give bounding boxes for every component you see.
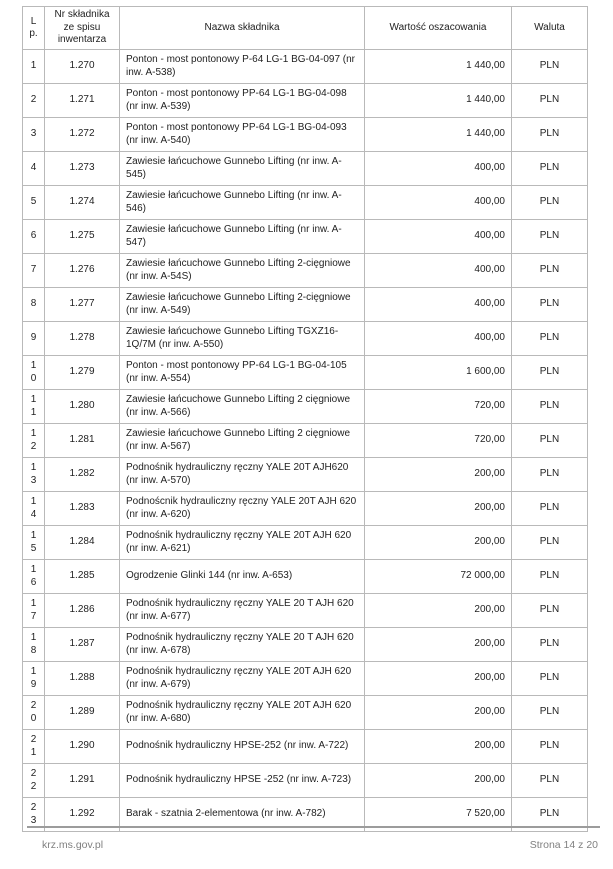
table-row <box>23 662 588 696</box>
cell-nazwa: Ponton - most pontonowy PP-64 LG-1 BG-04-093 (nr inw. A-540) <box>120 118 365 152</box>
footer-page-number: Strona 14 z 20 <box>529 839 598 851</box>
inventory-table <box>22 6 588 832</box>
column-header-wartosc: Wartość oszacowania <box>365 7 512 50</box>
column-header-nr: Nr składnika ze spisu inwentarza <box>45 7 120 50</box>
cell-wartosc: 400,00 <box>365 254 512 288</box>
cell-nr: 1.279 <box>45 356 120 390</box>
cell-nr: 1.284 <box>45 526 120 560</box>
cell-waluta: PLN <box>512 492 588 526</box>
cell-wartosc: 200,00 <box>365 526 512 560</box>
table-row <box>23 152 588 186</box>
table-row <box>23 288 588 322</box>
cell-wartosc: 7 520,00 <box>365 798 512 832</box>
footer-site-label: krz.ms.gov.pl <box>42 839 104 851</box>
cell-wartosc: 400,00 <box>365 220 512 254</box>
cell-waluta: PLN <box>512 220 588 254</box>
footer-divider <box>27 826 600 828</box>
column-header-waluta: Waluta <box>512 7 588 50</box>
cell-waluta: PLN <box>512 424 588 458</box>
cell-waluta: PLN <box>512 356 588 390</box>
cell-nr: 1.271 <box>45 84 120 118</box>
cell-waluta: PLN <box>512 696 588 730</box>
cell-wartosc: 1 440,00 <box>365 84 512 118</box>
cell-waluta: PLN <box>512 322 588 356</box>
cell-nazwa: Zawiesie łańcuchowe Gunnebo Lifting (nr inw. A-546) <box>120 186 365 220</box>
cell-waluta: PLN <box>512 84 588 118</box>
column-header-lp: Lp. <box>23 7 45 50</box>
cell-waluta: PLN <box>512 186 588 220</box>
cell-lp: 15 <box>23 526 45 560</box>
cell-waluta: PLN <box>512 764 588 798</box>
cell-nr: 1.273 <box>45 152 120 186</box>
cell-lp: 10 <box>23 356 45 390</box>
cell-nr: 1.275 <box>45 220 120 254</box>
table-row <box>23 50 588 84</box>
cell-wartosc: 200,00 <box>365 492 512 526</box>
cell-nazwa: Podnoścnik hydrauliczny ręczny YALE 20T AJH 620 (nr inw. A-620) <box>120 492 365 526</box>
cell-nazwa: Zawiesie łańcuchowe Gunnebo Lifting 2 cięgniowe (nr inw. A-567) <box>120 424 365 458</box>
table-row <box>23 594 588 628</box>
table-row <box>23 628 588 662</box>
cell-lp: 9 <box>23 322 45 356</box>
cell-nr: 1.282 <box>45 458 120 492</box>
cell-nazwa: Podnośnik hydrauliczny HPSE-252 (nr inw. A-722) <box>120 730 365 764</box>
cell-nr: 1.280 <box>45 390 120 424</box>
cell-wartosc: 72 000,00 <box>365 560 512 594</box>
cell-nr: 1.270 <box>45 50 120 84</box>
cell-wartosc: 200,00 <box>365 458 512 492</box>
cell-wartosc: 200,00 <box>365 628 512 662</box>
cell-waluta: PLN <box>512 594 588 628</box>
cell-lp: 19 <box>23 662 45 696</box>
table-row <box>23 764 588 798</box>
cell-nazwa: Barak - szatnia 2-elementowa (nr inw. A-782) <box>120 798 365 832</box>
cell-lp: 7 <box>23 254 45 288</box>
table-row <box>23 560 588 594</box>
cell-lp: 18 <box>23 628 45 662</box>
cell-nazwa: Podnośnik hydrauliczny ręczny YALE 20T AJH 620 (nr inw. A-621) <box>120 526 365 560</box>
cell-nr: 1.281 <box>45 424 120 458</box>
cell-nazwa: Ogrodzenie Glinki 144 (nr inw. A-653) <box>120 560 365 594</box>
cell-nazwa: Podnośnik hydrauliczny HPSE -252 (nr inw. A-723) <box>120 764 365 798</box>
table-row <box>23 118 588 152</box>
table-row <box>23 186 588 220</box>
header-row <box>23 7 588 50</box>
cell-lp: 5 <box>23 186 45 220</box>
cell-wartosc: 200,00 <box>365 730 512 764</box>
cell-wartosc: 400,00 <box>365 152 512 186</box>
cell-nazwa: Podnośnik hydrauliczny ręczny YALE 20 T AJH 620 (nr inw. A-678) <box>120 628 365 662</box>
cell-nazwa: Zawiesie łańcuchowe Gunnebo Lifting (nr inw. A-547) <box>120 220 365 254</box>
cell-nr: 1.286 <box>45 594 120 628</box>
cell-waluta: PLN <box>512 254 588 288</box>
cell-nazwa: Ponton - most pontonowy PP-64 LG-1 BG-04-098 (nr inw. A-539) <box>120 84 365 118</box>
table-row <box>23 458 588 492</box>
cell-waluta: PLN <box>512 526 588 560</box>
cell-waluta: PLN <box>512 288 588 322</box>
cell-lp: 23 <box>23 798 45 832</box>
column-header-nazwa: Nazwa składnika <box>120 7 365 50</box>
cell-lp: 2 <box>23 84 45 118</box>
cell-nazwa: Zawiesie łańcuchowe Gunnebo Lifting (nr inw. A-545) <box>120 152 365 186</box>
cell-nazwa: Ponton - most pontonowy P-64 LG-1 BG-04-097 (nr inw. A-538) <box>120 50 365 84</box>
cell-wartosc: 200,00 <box>365 594 512 628</box>
cell-nr: 1.277 <box>45 288 120 322</box>
cell-lp: 1 <box>23 50 45 84</box>
cell-wartosc: 400,00 <box>365 288 512 322</box>
cell-waluta: PLN <box>512 628 588 662</box>
cell-lp: 8 <box>23 288 45 322</box>
cell-lp: 22 <box>23 764 45 798</box>
cell-nr: 1.278 <box>45 322 120 356</box>
cell-waluta: PLN <box>512 560 588 594</box>
cell-wartosc: 400,00 <box>365 186 512 220</box>
cell-nr: 1.276 <box>45 254 120 288</box>
cell-nr: 1.287 <box>45 628 120 662</box>
cell-nr: 1.285 <box>45 560 120 594</box>
cell-waluta: PLN <box>512 798 588 832</box>
table-row <box>23 492 588 526</box>
cell-nr: 1.283 <box>45 492 120 526</box>
table-body <box>23 50 588 832</box>
cell-wartosc: 200,00 <box>365 764 512 798</box>
cell-wartosc: 720,00 <box>365 424 512 458</box>
cell-waluta: PLN <box>512 152 588 186</box>
cell-wartosc: 720,00 <box>365 390 512 424</box>
table-row <box>23 424 588 458</box>
cell-nr: 1.288 <box>45 662 120 696</box>
table-row <box>23 220 588 254</box>
cell-lp: 3 <box>23 118 45 152</box>
cell-waluta: PLN <box>512 458 588 492</box>
cell-nr: 1.290 <box>45 730 120 764</box>
cell-wartosc: 1 440,00 <box>365 118 512 152</box>
cell-nazwa: Ponton - most pontonowy PP-64 LG-1 BG-04-105 (nr inw. A-554) <box>120 356 365 390</box>
cell-wartosc: 1 600,00 <box>365 356 512 390</box>
table-header <box>23 7 588 50</box>
cell-lp: 12 <box>23 424 45 458</box>
cell-lp: 14 <box>23 492 45 526</box>
cell-nazwa: Podnośnik hydrauliczny ręczny YALE 20 T AJH 620 (nr inw. A-677) <box>120 594 365 628</box>
cell-waluta: PLN <box>512 390 588 424</box>
cell-nazwa: Zawiesie łańcuchowe Gunnebo Lifting 2-cięgniowe (nr inw. A-54S) <box>120 254 365 288</box>
cell-waluta: PLN <box>512 662 588 696</box>
table-row <box>23 84 588 118</box>
cell-lp: 20 <box>23 696 45 730</box>
table-row <box>23 390 588 424</box>
cell-nazwa: Zawiesie łańcuchowe Gunnebo Lifting TGXZ16-1Q/7M (nr inw. A-550) <box>120 322 365 356</box>
cell-nr: 1.291 <box>45 764 120 798</box>
cell-nazwa: Podnośnik hydrauliczny ręczny YALE 20T AJH 620 (nr inw. A-680) <box>120 696 365 730</box>
cell-lp: 16 <box>23 560 45 594</box>
cell-wartosc: 1 440,00 <box>365 50 512 84</box>
cell-lp: 4 <box>23 152 45 186</box>
cell-wartosc: 200,00 <box>365 662 512 696</box>
cell-lp: 17 <box>23 594 45 628</box>
cell-lp: 13 <box>23 458 45 492</box>
cell-waluta: PLN <box>512 50 588 84</box>
table-row <box>23 696 588 730</box>
cell-nazwa: Podnośnik hydrauliczny ręczny YALE 20T AJH620 (nr inw. A-570) <box>120 458 365 492</box>
table-row <box>23 322 588 356</box>
cell-lp: 11 <box>23 390 45 424</box>
table-row <box>23 356 588 390</box>
cell-lp: 6 <box>23 220 45 254</box>
table-row <box>23 254 588 288</box>
cell-nr: 1.274 <box>45 186 120 220</box>
cell-nr: 1.272 <box>45 118 120 152</box>
cell-nr: 1.292 <box>45 798 120 832</box>
cell-nr: 1.289 <box>45 696 120 730</box>
cell-nazwa: Podnośnik hydrauliczny ręczny YALE 20T AJH 620 (nr inw. A-679) <box>120 662 365 696</box>
table-row <box>23 730 588 764</box>
cell-waluta: PLN <box>512 730 588 764</box>
cell-waluta: PLN <box>512 118 588 152</box>
cell-nazwa: Zawiesie łańcuchowe Gunnebo Lifting 2 cięgniowe (nr inw. A-566) <box>120 390 365 424</box>
cell-lp: 21 <box>23 730 45 764</box>
cell-wartosc: 400,00 <box>365 322 512 356</box>
cell-nazwa: Zawiesie łańcuchowe Gunnebo Lifting 2-cięgniowe (nr inw. A-549) <box>120 288 365 322</box>
table-row <box>23 526 588 560</box>
cell-wartosc: 200,00 <box>365 696 512 730</box>
